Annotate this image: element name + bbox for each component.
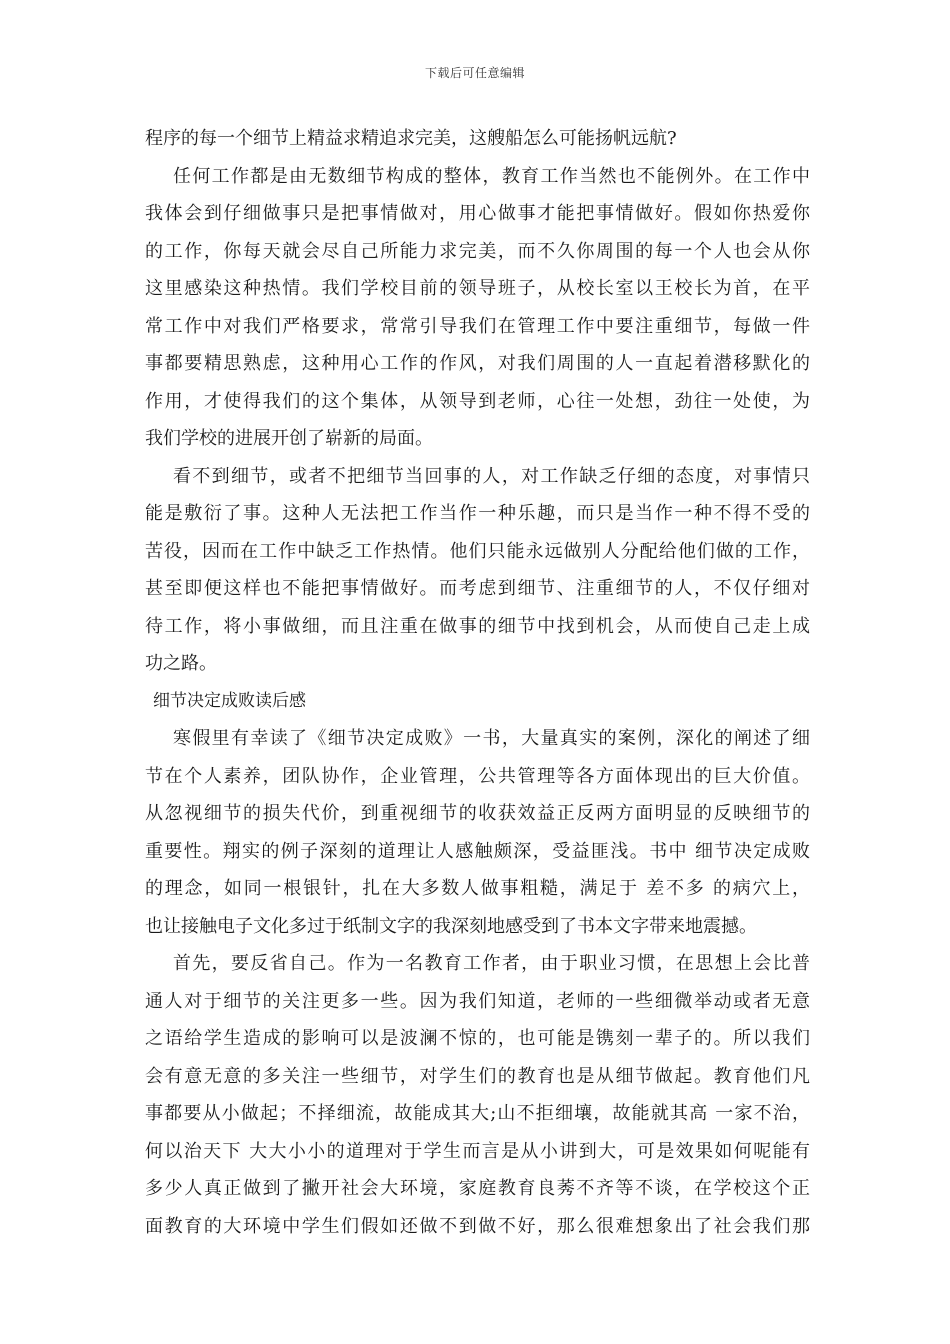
text-line: 会有意无意的多关注一些细节，对学生们的教育也是从细节做起。教育他们凡 [145, 1065, 810, 1087]
text-line: 节在个人素养，团队协作，企业管理，公共管理等各方面体现出的巨大价值。 [145, 765, 810, 787]
text-line: 之语给学生造成的影响可以是波澜不惊的，也可能是镌刻一辈子的。所以我们 [145, 1028, 810, 1049]
text-line: 也让接触电子文化多过于纸制文字的我深刻地感受到了书本文字带来地震撼。 [145, 915, 757, 937]
text-line: 我们学校的进展开创了崭新的局面。 [145, 428, 433, 449]
text-line: 程序的每一个细节上精益求精追求完美，这艘船怎么可能扬帆远航? [145, 128, 677, 149]
text-line: 多少人真正做到了撇开社会大环境，家庭教育良莠不齐等不谈，在学校这个正 [145, 1178, 810, 1199]
text-line: 看不到细节，或者不把细节当回事的人，对工作缺乏仔细的态度，对事情只 [173, 465, 810, 487]
text-line: 能是敷衍了事。这种人无法把工作当作一种乐趣，而只是当作一种不得不受的 [145, 503, 810, 524]
text-line: 首先，要反省自己。作为一名教育工作者，由于职业习惯，在思想上会比普 [173, 953, 810, 974]
body-text [145, 120, 810, 1245]
text-line: 事都要精思熟虑，这种用心工作的作风，对我们周围的人一直起着潜移默化的 [145, 353, 810, 374]
text-line: 待工作，将小事做细，而且注重在做事的细节中找到机会，从而使自己走上成 [145, 615, 810, 637]
text-line: 事都要从小做起；不择细流，故能成其大;山不拒细壤，故能就其高 一家不治， [145, 1103, 810, 1124]
text-line: 苦役，因而在工作中缺乏工作热情。他们只能永远做别人分配给他们做的工作， [145, 540, 810, 562]
text-line: 常工作中对我们严格要求，常常引导我们在管理工作中要注重细节，每做一件 [145, 315, 810, 337]
section-heading: 细节决定成败读后感 [153, 690, 306, 711]
text-line: 甚至即便这样也不能把事情做好。而考虑到细节、注重细节的人，不仅仔细对 [145, 578, 810, 599]
text-line: 通人对于细节的关注更多一些。因为我们知道，老师的一些细微举动或者无意 [145, 990, 810, 1012]
text-line: 何以治天下 大大小小的道理对于学生而言是从小讲到大，可是效果如何呢能有 [145, 1140, 810, 1162]
text-line: 作用，才使得我们的这个集体，从领导到老师，心往一处想，劲往一处使，为 [145, 390, 810, 412]
text-line: 的理念，如同一根银针，扎在大多数人做事粗糙，满足于 差不多 的病穴上， [145, 878, 810, 899]
text-line: 的工作，你每天就会尽自己所能力求完美，而不久你周围的每一个人也会从你 [145, 240, 810, 262]
text-line: 从忽视细节的损失代价，到重视细节的收获效益正反两方面明显的反映细节的 [145, 803, 810, 824]
text-line: 寒假里有幸读了《细节决定成败》一书，大量真实的案例，深化的阐述了细 [173, 728, 810, 749]
text-line: 这里感染这种热情。我们学校目前的领导班子，从校长室以王校长为首，在平 [145, 278, 810, 299]
text-line: 我体会到仔细做事只是把事情做对，用心做事才能把事情做好。假如你热爱你 [145, 203, 810, 224]
text-line: 面教育的大环境中学生们假如还做不到做不好，那么很难想象出了社会我们那 [145, 1215, 810, 1237]
text-line: 功之路。 [145, 653, 217, 674]
page-header: 下载后可任意编辑 [424, 66, 525, 80]
text-line: 重要性。翔实的例子深刻的道理让人感触颇深，受益匪浅。书中 细节决定成败 [145, 840, 810, 862]
text-line: 任何工作都是由无数细节构成的整体，教育工作当然也不能例外。在工作中 [173, 165, 810, 187]
